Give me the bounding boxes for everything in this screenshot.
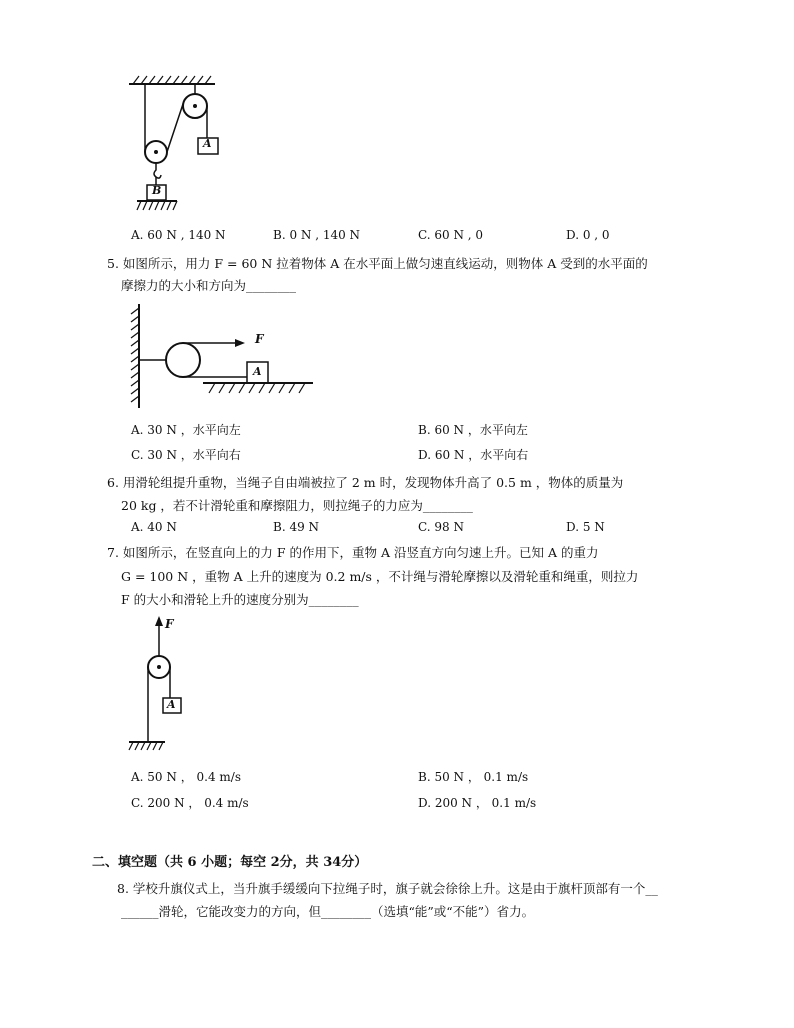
q4-option-c[interactable]: C. 60 N , 0	[418, 228, 484, 242]
q6-option-b[interactable]: B. 49 N	[273, 520, 320, 534]
q6-option-d[interactable]: D. 5 N	[566, 520, 605, 534]
section-2-title: 二、填空题（共 6 小题；每空 2分，共 34分）	[92, 855, 368, 870]
q4-option-d[interactable]: D. 0 , 0	[566, 228, 610, 242]
q7-option-b[interactable]: B. 50 N ， 0.1 m/s	[418, 770, 529, 784]
q7-pulley-figure	[125, 612, 195, 752]
q5-option-d[interactable]: D. 60 N ，水平向右	[418, 448, 529, 462]
q7-label-f: F	[165, 617, 174, 631]
q5-text-line1: 5. 如图所示，用力 F = 60 N 拉着物体 A 在水平面上做匀速直线运动，则物体 A 受到的水平面的	[107, 256, 648, 271]
q4-label-b: B	[152, 184, 162, 197]
q5-label-a: A	[253, 365, 262, 378]
q6-option-a[interactable]: A. 40 N	[131, 520, 177, 534]
q5-text-line2: 摩擦力的大小和方向为________	[121, 278, 297, 293]
q5-option-c[interactable]: C. 30 N ，水平向右	[131, 448, 241, 462]
q5-label-f: F	[255, 332, 264, 346]
q5-option-b[interactable]: B. 60 N ，水平向左	[418, 423, 528, 437]
q7-label-a: A	[167, 698, 176, 711]
q7-option-c[interactable]: C. 200 N ， 0.4 m/s	[131, 796, 249, 810]
q4-pulley-figure	[125, 74, 220, 216]
q7-text-line1: 7. 如图所示，在竖直向上的力 F 的作用下，重物 A 沿竖直方向匀速上升。已知 A 的重力	[107, 545, 599, 560]
q6-text-line2: 20 kg ，若不计滑轮重和摩擦阻力，则拉绳子的力应为________	[121, 498, 473, 513]
q8-text-line1: 8. 学校升旗仪式上，当升旗手缓缓向下拉绳子时，旗子就会徐徐上升。这是由于旗杆顶部有一个__	[117, 881, 658, 896]
q4-option-b[interactable]: B. 0 N , 140 N	[273, 228, 361, 242]
q7-text-line3: F 的大小和滑轮上升的速度分别为________	[121, 592, 359, 607]
q7-option-d[interactable]: D. 200 N ， 0.1 m/s	[418, 796, 537, 810]
q5-pulley-figure	[125, 302, 320, 412]
q4-label-a: A	[203, 137, 212, 150]
q5-option-a[interactable]: A. 30 N ，水平向左	[131, 423, 241, 437]
q6-option-c[interactable]: C. 98 N	[418, 520, 464, 534]
q4-option-a[interactable]: A. 60 N , 140 N	[131, 228, 226, 242]
q6-text-line1: 6. 用滑轮组提升重物，当绳子自由端被拉了 2 m 时，发现物体升高了 0.5 m ，物体的质量为	[107, 475, 624, 490]
q7-text-line2: G = 100 N ，重物 A 上升的速度为 0.2 m/s ，不计绳与滑轮摩擦以及滑轮重和绳重，则拉力	[121, 569, 639, 584]
q8-text-line2: ______滑轮，它能改变力的方向，但________（选填“能”或“不能”）省力。	[121, 904, 535, 919]
q7-option-a[interactable]: A. 50 N ， 0.4 m/s	[131, 770, 241, 784]
